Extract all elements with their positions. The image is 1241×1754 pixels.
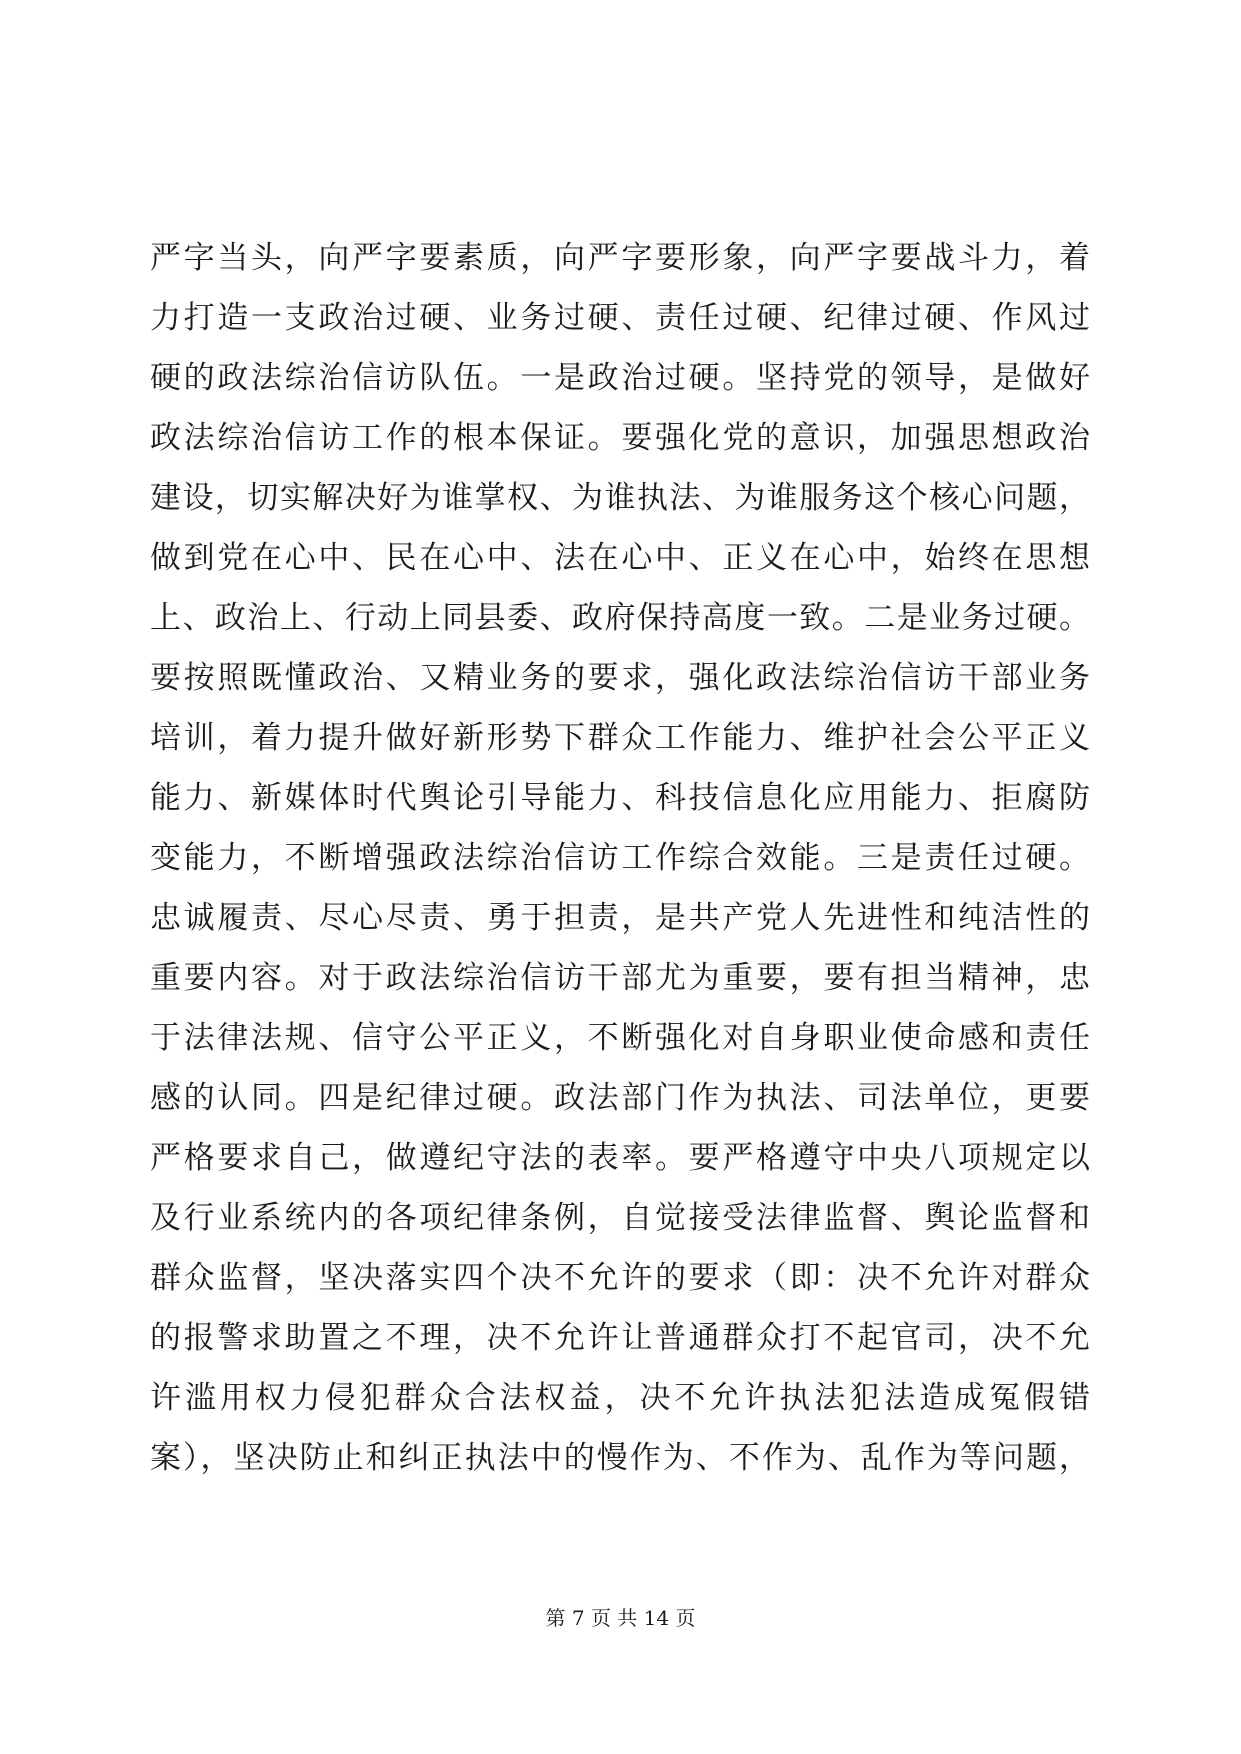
text-line: 严字当头，向严字要素质，向严字要形象，向严字要战斗力，着 <box>150 240 1090 276</box>
text-line: 做到党在心中、民在心中、法在心中、正义在心中，始终在思想 <box>150 540 1090 576</box>
text-line: 变能力，不断增强政法综治信访工作综合效能。三是责任过硬。 <box>150 840 1090 876</box>
text-line: 硬的政法综治信访队伍。一是政治过硬。坚持党的领导，是做好 <box>150 360 1090 396</box>
text-line: 培训，着力提升做好新形势下群众工作能力、维护社会公平正义 <box>150 720 1090 756</box>
text-line: 能力、新媒体时代舆论引导能力、科技信息化应用能力、拒腐防 <box>150 780 1090 816</box>
text-line: 重要内容。对于政法综治信访干部尤为重要，要有担当精神，忠 <box>150 960 1090 996</box>
text-line: 群众监督，坚决落实四个决不允许的要求（即：决不允许对群众 <box>150 1260 1090 1296</box>
text-line: 政法综治信访工作的根本保证。要强化党的意识，加强思想政治 <box>150 420 1090 456</box>
text-line: 案），坚决防止和纠正执法中的慢作为、不作为、乱作为等问题， <box>150 1440 1090 1476</box>
text-line: 的报警求助置之不理，决不允许让普通群众打不起官司，决不允 <box>150 1320 1090 1356</box>
text-line: 感的认同。四是纪律过硬。政法部门作为执法、司法单位，更要 <box>150 1080 1090 1116</box>
text-line: 上、政治上、行动上同县委、政府保持高度一致。二是业务过硬。 <box>150 600 1090 636</box>
text-line: 于法律法规、信守公平正义，不断强化对自身职业使命感和责任 <box>150 1020 1090 1056</box>
text-line: 及行业系统内的各项纪律条例，自觉接受法律监督、舆论监督和 <box>150 1200 1090 1236</box>
text-line: 要按照既懂政治、又精业务的要求，强化政法综治信访干部业务 <box>150 660 1090 696</box>
text-line: 严格要求自己，做遵纪守法的表率。要严格遵守中央八项规定以 <box>150 1140 1090 1176</box>
text-line: 许滥用权力侵犯群众合法权益，决不允许执法犯法造成冤假错 <box>150 1380 1090 1416</box>
text-line: 忠诚履责、尽心尽责、勇于担责，是共产党人先进性和纯洁性的 <box>150 900 1090 936</box>
page-footer <box>0 1604 1241 1632</box>
body-text <box>150 228 1090 1488</box>
page-number: 第 7 页 共 14 页 <box>545 1606 696 1630</box>
text-line: 建设，切实解决好为谁掌权、为谁执法、为谁服务这个核心问题， <box>150 480 1090 516</box>
text-line: 力打造一支政治过硬、业务过硬、责任过硬、纪律过硬、作风过 <box>150 300 1090 336</box>
